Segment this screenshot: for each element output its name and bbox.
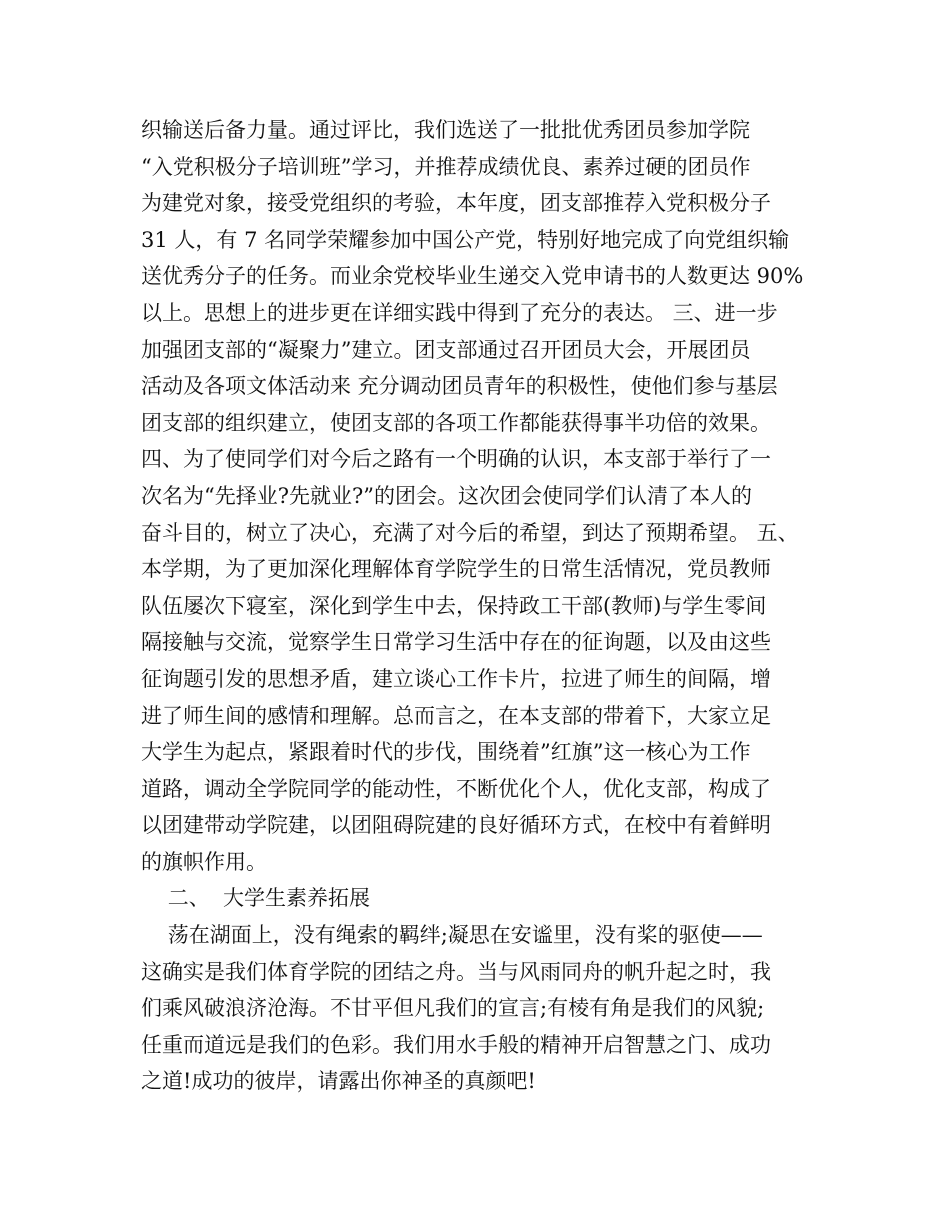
text-line: “入党积极分子培训班”学习，并推荐成绩优良、素养过硬的团员作 xyxy=(141,154,751,179)
text-line: 任重而道远是我们的色彩。我们用水手般的精神开启智慧之门、成功 xyxy=(141,1032,771,1057)
text-line: 大学生为起点，紧跟着时代的步伐，围绕着”红旗”这一核心为工作 xyxy=(141,740,751,765)
text-line: 隔接触与交流，觉察学生日常学习生活中存在的征询题，以及由这些 xyxy=(141,630,771,655)
text-line: 以团建带动学院建，以团阻碍院建的良好循环方式，在校中有着鲜明 xyxy=(141,813,771,838)
section-heading: 二、 大学生素养拓展 xyxy=(141,886,371,911)
text-line: 进了师生间的感情和理解。总而言之，在本支部的带着下，大家立足 xyxy=(141,703,771,728)
text-line: 奋斗目的，树立了决心，充满了对今后的希望，到达了预期希望。 五、 xyxy=(141,520,799,545)
text-line: 送优秀分子的任务。而业余党校毕业生递交入党申请书的人数更达 90% xyxy=(141,264,804,289)
text-line: 团支部的组织建立，使团支部的各项工作都能获得事半功倍的效果。 xyxy=(141,410,771,435)
text-line: 道路，调动全学院同学的能动性，不断优化个人，优化支部，构成了 xyxy=(141,776,771,801)
text-line: 四、为了使同学们对今后之路有一个明确的认识，本支部于举行了一 xyxy=(141,447,771,472)
document-body xyxy=(141,112,821,1100)
text-line: 之道!成功的彼岸，请露出你神圣的真颜吧! xyxy=(141,1069,536,1094)
text-line: 31 人，有 7 名同学荣耀参加中国公产党，特别好地完成了向党组织输 xyxy=(141,227,790,252)
text-line: 这确实是我们体育学院的团结之舟。当与风雨同舟的帆升起之时，我 xyxy=(141,959,771,984)
text-line: 队伍屡次下寝室，深化到学生中去，保持政工干部(教师)与学生零间 xyxy=(141,593,767,618)
text-line: 荡在湖面上，没有绳索的羁绊;凝思在安谧里，没有桨的驱使—— xyxy=(141,923,763,948)
text-line: 次名为“先择业?先就业?”的团会。这次团会使同学们认清了本人的 xyxy=(141,483,752,508)
text-line: 以上。思想上的进步更在详细实践中得到了充分的表达。 三、进一步 xyxy=(141,300,778,325)
text-line: 本学期，为了更加深化理解体育学院学生的日常生活情况，党员教师 xyxy=(141,557,771,582)
text-line: 的旗帜作用。 xyxy=(141,849,267,874)
text-line: 们乘风破浪济沧海。不甘平但凡我们的宣言;有棱有角是我们的风貌; xyxy=(141,996,765,1021)
text-line: 为建党对象，接受党组织的考验，本年度，团支部推荐入党积极分子 xyxy=(141,191,771,216)
text-line: 征询题引发的思想矛盾，建立谈心工作卡片，拉进了师生的间隔，增 xyxy=(141,666,771,691)
text-line: 织输送后备力量。通过评比，我们选送了一批批优秀团员参加学院 xyxy=(141,118,750,142)
text-line: 活动及各项文体活动来 充分调动团员青年的积极性，使他们参与基层 xyxy=(141,374,778,399)
text-line: 加强团支部的“凝聚力”建立。团支部通过召开团员大会，开展团员 xyxy=(141,337,751,362)
